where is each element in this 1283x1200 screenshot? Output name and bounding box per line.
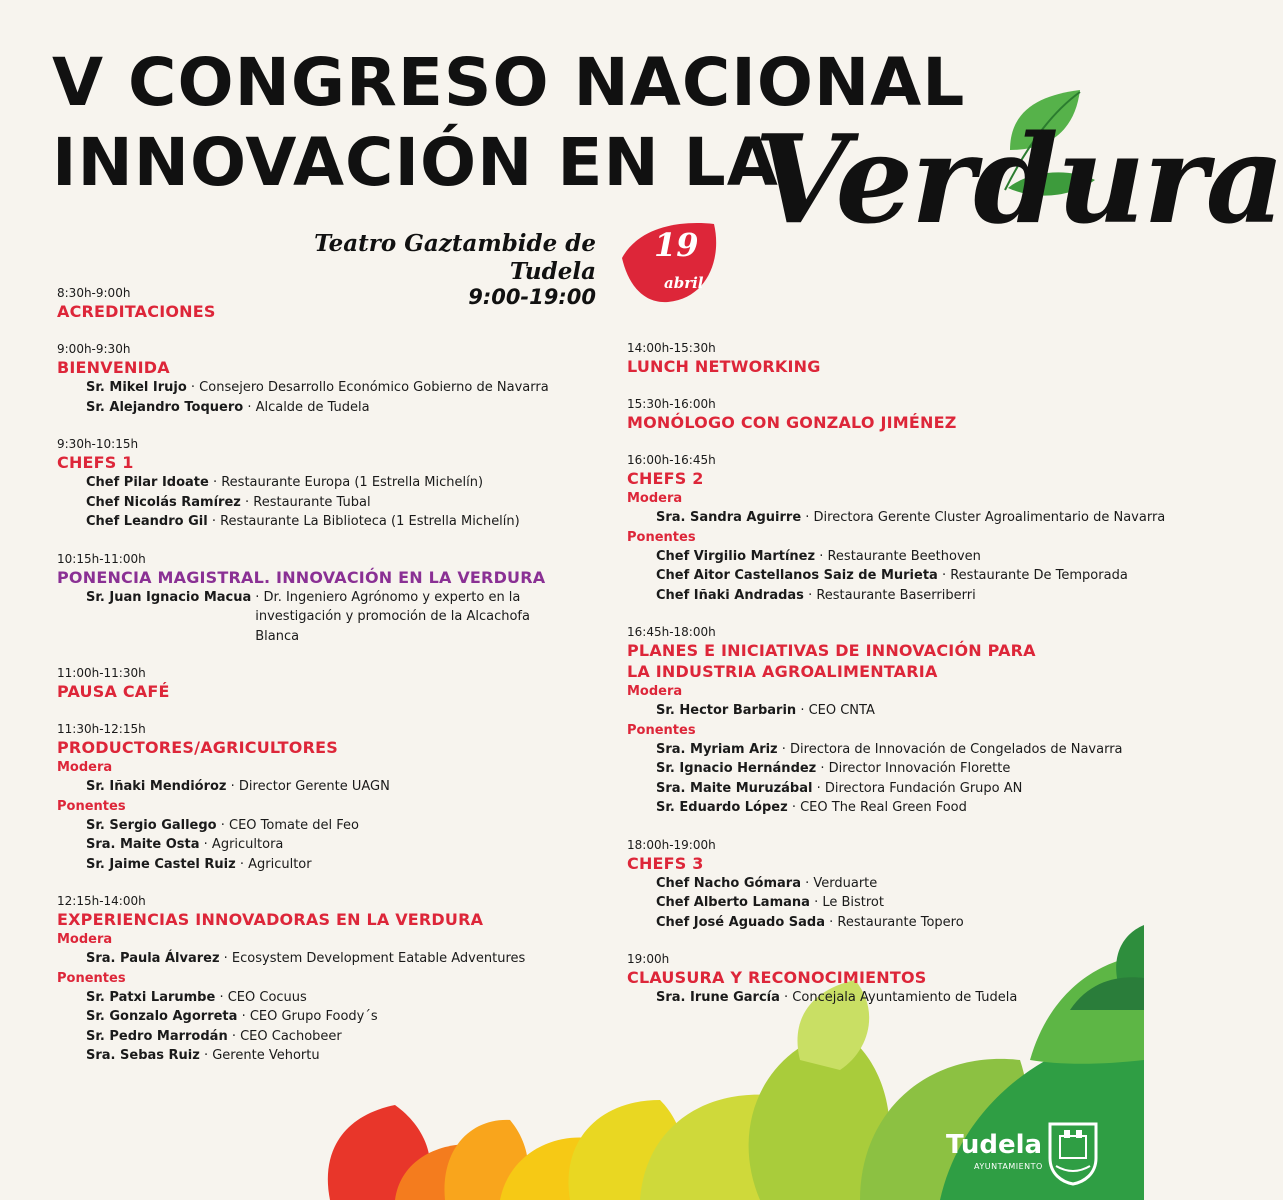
- speaker-name: Chef Nicolás Ramírez: [86, 494, 241, 510]
- date-badge: [618, 218, 722, 304]
- speaker-name: Sr. Alejandro Toquero: [86, 399, 244, 415]
- speaker-name: Sr. Iñaki Mendióroz: [86, 779, 227, 794]
- speaker-name: Sra. Sandra Aguirre: [656, 510, 802, 525]
- speaker-name: Sr. Pedro Marrodán: [86, 1028, 228, 1044]
- speaker-row: [57, 835, 557, 855]
- speaker-name: Sr. Patxi Larumbe: [86, 989, 216, 1005]
- panel-label: Ponentes: [57, 798, 126, 814]
- speaker-role: · CEO Cocuus: [219, 989, 307, 1005]
- speaker-row: [627, 798, 1127, 818]
- event-hours: 9:00-19:00: [468, 285, 596, 310]
- speaker-row: [57, 398, 557, 418]
- speaker-row: [57, 855, 557, 875]
- speaker-role: · CEO Cachobeer: [231, 1028, 342, 1044]
- speaker-name: Chef Leandro Gil: [86, 514, 208, 529]
- speaker-role: · Restaurante De Temporada: [941, 568, 1128, 583]
- speaker-role: · Directora de Innovación de Congelados de Navarra: [781, 741, 1123, 757]
- session-time: 11:30h-12:15h: [57, 722, 146, 736]
- moderator-label: Modera: [627, 684, 683, 699]
- session-block: [57, 551, 557, 647]
- speaker-role: · Restaurante Tubal: [244, 494, 371, 510]
- title-script: Verdura: [754, 107, 1283, 251]
- speaker-row: [627, 913, 1127, 933]
- speaker-name: Chef Iñaki Andradas: [656, 587, 804, 603]
- speaker-role: · CEO The Real Green Food: [791, 800, 967, 815]
- speaker-role: · CEO Grupo Foody´s: [241, 1009, 378, 1024]
- title-line-2: INNOVACIÓN EN LA: [52, 124, 779, 201]
- speaker-role: · Directora Fundación Grupo AN: [816, 780, 1023, 796]
- session-title: MONÓLOGO CON GONZALO JIMÉNEZ: [627, 413, 957, 432]
- session-block: [57, 436, 557, 532]
- speaker-row: [627, 779, 1127, 799]
- session-time: 16:00h-16:45h: [627, 453, 716, 467]
- speaker-name: Sr. Juan Ignacio Macua: [86, 589, 252, 605]
- speaker-role: · Restaurante Baserriberri: [808, 587, 976, 603]
- session-block: [57, 893, 557, 1066]
- speaker-role: · Restaurante Topero: [829, 914, 964, 930]
- session-time: 16:45h-18:00h: [627, 625, 716, 639]
- speaker-role: · Consejero Desarrollo Económico Gobierno de Navarra: [190, 380, 549, 395]
- speaker-name: Sra. Irune García: [656, 990, 780, 1005]
- session-time: 9:00h-9:30h: [57, 342, 131, 356]
- schedule-left-column: [57, 285, 557, 1085]
- session-title: PONENCIA MAGISTRAL. INNOVACIÓN EN LA VERDURA: [57, 567, 546, 587]
- session-block: [57, 721, 557, 874]
- title-line-1: V CONGRESO NACIONAL: [52, 44, 966, 121]
- speaker-row: [57, 588, 586, 647]
- speaker-row: [57, 988, 557, 1008]
- speaker-role: · Agricultora: [203, 837, 284, 852]
- panel-label: Ponentes: [627, 722, 696, 738]
- speaker-name: Sr. Sergio Gallego: [86, 817, 217, 833]
- speaker-row: [57, 473, 557, 493]
- schedule-right-column: [627, 340, 1166, 1027]
- speaker-name: Sra. Paula Álvarez: [86, 951, 220, 966]
- moderator-label: Modera: [57, 932, 113, 947]
- speaker-role: · Alcalde de Tudela: [247, 399, 370, 415]
- venue-name: Teatro Gaztambide de Tudela: [314, 230, 596, 285]
- speaker-role: · Director Innovación Florette: [820, 761, 1011, 776]
- moderator-label: Modera: [627, 491, 683, 506]
- session-title-cont: LA INDUSTRIA AGROALIMENTARIA: [627, 662, 938, 681]
- session-title: CHEFS 2: [627, 469, 704, 488]
- session-title: PRODUCTORES/AGRICULTORES: [57, 738, 338, 757]
- speaker-row: [57, 1046, 557, 1066]
- session-block: [627, 396, 1127, 433]
- speaker-name: Sr. Ignacio Hernández: [656, 761, 817, 776]
- speaker-role: · Ecosystem Development Eatable Adventures: [223, 951, 526, 966]
- session-block: [57, 665, 557, 702]
- speaker-row: [57, 777, 557, 797]
- city-crest-icon: [1046, 1120, 1100, 1186]
- speaker-role: · Restaurante Europa (1 Estrella Michelín): [212, 475, 484, 490]
- session-block: [627, 624, 1127, 818]
- session-block: [627, 340, 1127, 377]
- speaker-role: · Agricultor: [239, 856, 312, 872]
- session-title: PLANES E INICIATIVAS DE INNOVACIÓN PARA: [627, 641, 1036, 660]
- speaker-name: Chef Pilar Idoate: [86, 475, 209, 490]
- speaker-name: Sra. Myriam Ariz: [656, 741, 778, 757]
- speaker-name: Sr. Gonzalo Agorreta: [86, 1009, 238, 1024]
- ayuntamiento-label: AYUNTAMIENTO: [974, 1162, 1043, 1171]
- speaker-row: [57, 378, 557, 398]
- session-block: [627, 951, 1127, 1008]
- session-time: 8:30h-9:00h: [57, 286, 131, 300]
- speaker-name: Sra. Sebas Ruiz: [86, 1048, 200, 1063]
- session-time: 15:30h-16:00h: [627, 397, 716, 411]
- speaker-row: [627, 547, 1127, 567]
- session-time: 19:00h: [627, 952, 670, 966]
- speaker-role: · Director Gerente UAGN: [230, 779, 390, 794]
- session-block: [627, 452, 1166, 605]
- session-title: ACREDITACIONES: [57, 302, 216, 321]
- session-block: [57, 341, 557, 417]
- speaker-row: [627, 508, 1166, 528]
- speaker-name: Chef José Aguado Sada: [656, 914, 826, 930]
- panel-label: Ponentes: [57, 970, 126, 986]
- date-day: 19: [654, 226, 699, 264]
- panel-label: Ponentes: [627, 529, 696, 545]
- speaker-role: · Gerente Vehortu: [203, 1048, 320, 1063]
- session-title: EXPERIENCIAS INNOVADORAS EN LA VERDURA: [57, 910, 484, 929]
- session-block: [627, 837, 1127, 933]
- speaker-name: Chef Nacho Gómara: [656, 875, 801, 891]
- speaker-row: [627, 701, 1127, 721]
- session-block: [57, 285, 557, 322]
- speaker-role: · Concejala Ayuntamiento de Tudela: [784, 990, 1018, 1005]
- speaker-row: [57, 512, 557, 532]
- session-title: CLAUSURA Y RECONOCIMIENTOS: [627, 968, 927, 987]
- speaker-role: · Restaurante Beethoven: [819, 548, 981, 564]
- speaker-name: Sr. Mikel Irujo: [86, 380, 187, 395]
- speaker-row: [627, 988, 1127, 1008]
- speaker-name: Chef Virgilio Martínez: [656, 548, 816, 564]
- speaker-row: [627, 874, 1127, 894]
- speaker-row: [627, 586, 1127, 606]
- session-time: 11:00h-11:30h: [57, 666, 146, 680]
- speaker-role: · CEO CNTA: [800, 703, 875, 718]
- speaker-name: Chef Alberto Lamana: [656, 895, 810, 910]
- session-title: BIENVENIDA: [57, 358, 170, 377]
- speaker-name: Sr. Hector Barbarin: [656, 703, 797, 718]
- speaker-row: [57, 1027, 557, 1047]
- session-time: 14:00h-15:30h: [627, 341, 716, 355]
- speaker-role: · Restaurante La Biblioteca (1 Estrella Michelín): [211, 514, 520, 529]
- speaker-row: [627, 566, 1127, 586]
- speaker-row: [627, 893, 1127, 913]
- speaker-role: · Le Bistrot: [814, 895, 884, 910]
- session-time: 9:30h-10:15h: [57, 437, 139, 451]
- moderator-label: Modera: [57, 760, 113, 775]
- speaker-role: · Dr. Ingeniero Agrónomo y experto en la investigación y promoción de la Alcachofa Blanca: [255, 589, 530, 644]
- speaker-name: Sr. Eduardo López: [656, 800, 788, 815]
- speaker-row: [57, 949, 557, 969]
- speaker-row: [57, 1007, 557, 1027]
- speaker-role: · CEO Tomate del Feo: [220, 817, 359, 833]
- session-title: PAUSA CAFÉ: [57, 682, 170, 701]
- speaker-name: Chef Aitor Castellanos Saiz de Murieta: [656, 568, 938, 583]
- speaker-name: Sra. Maite Muruzábal: [656, 780, 813, 796]
- speaker-row: [627, 759, 1127, 779]
- speaker-name: Sr. Jaime Castel Ruiz: [86, 856, 236, 872]
- session-time: 10:15h-11:00h: [57, 551, 146, 566]
- speaker-row: [627, 740, 1127, 760]
- session-time: 12:15h-14:00h: [57, 894, 146, 908]
- session-title: CHEFS 3: [627, 853, 704, 873]
- speaker-row: [57, 493, 557, 513]
- session-title: CHEFS 1: [57, 453, 134, 472]
- session-title: LUNCH NETWORKING: [627, 357, 821, 376]
- date-month: abril: [664, 274, 704, 292]
- session-time: 18:00h-19:00h: [627, 837, 716, 852]
- speaker-row: [57, 816, 557, 836]
- speaker-role: · Directora Gerente Cluster Agroalimentario de Navarra: [805, 510, 1166, 525]
- speaker-name: Sra. Maite Osta: [86, 837, 200, 852]
- tudela-logo-text: Tudela: [946, 1130, 1043, 1160]
- speaker-role: · Verduarte: [805, 875, 878, 891]
